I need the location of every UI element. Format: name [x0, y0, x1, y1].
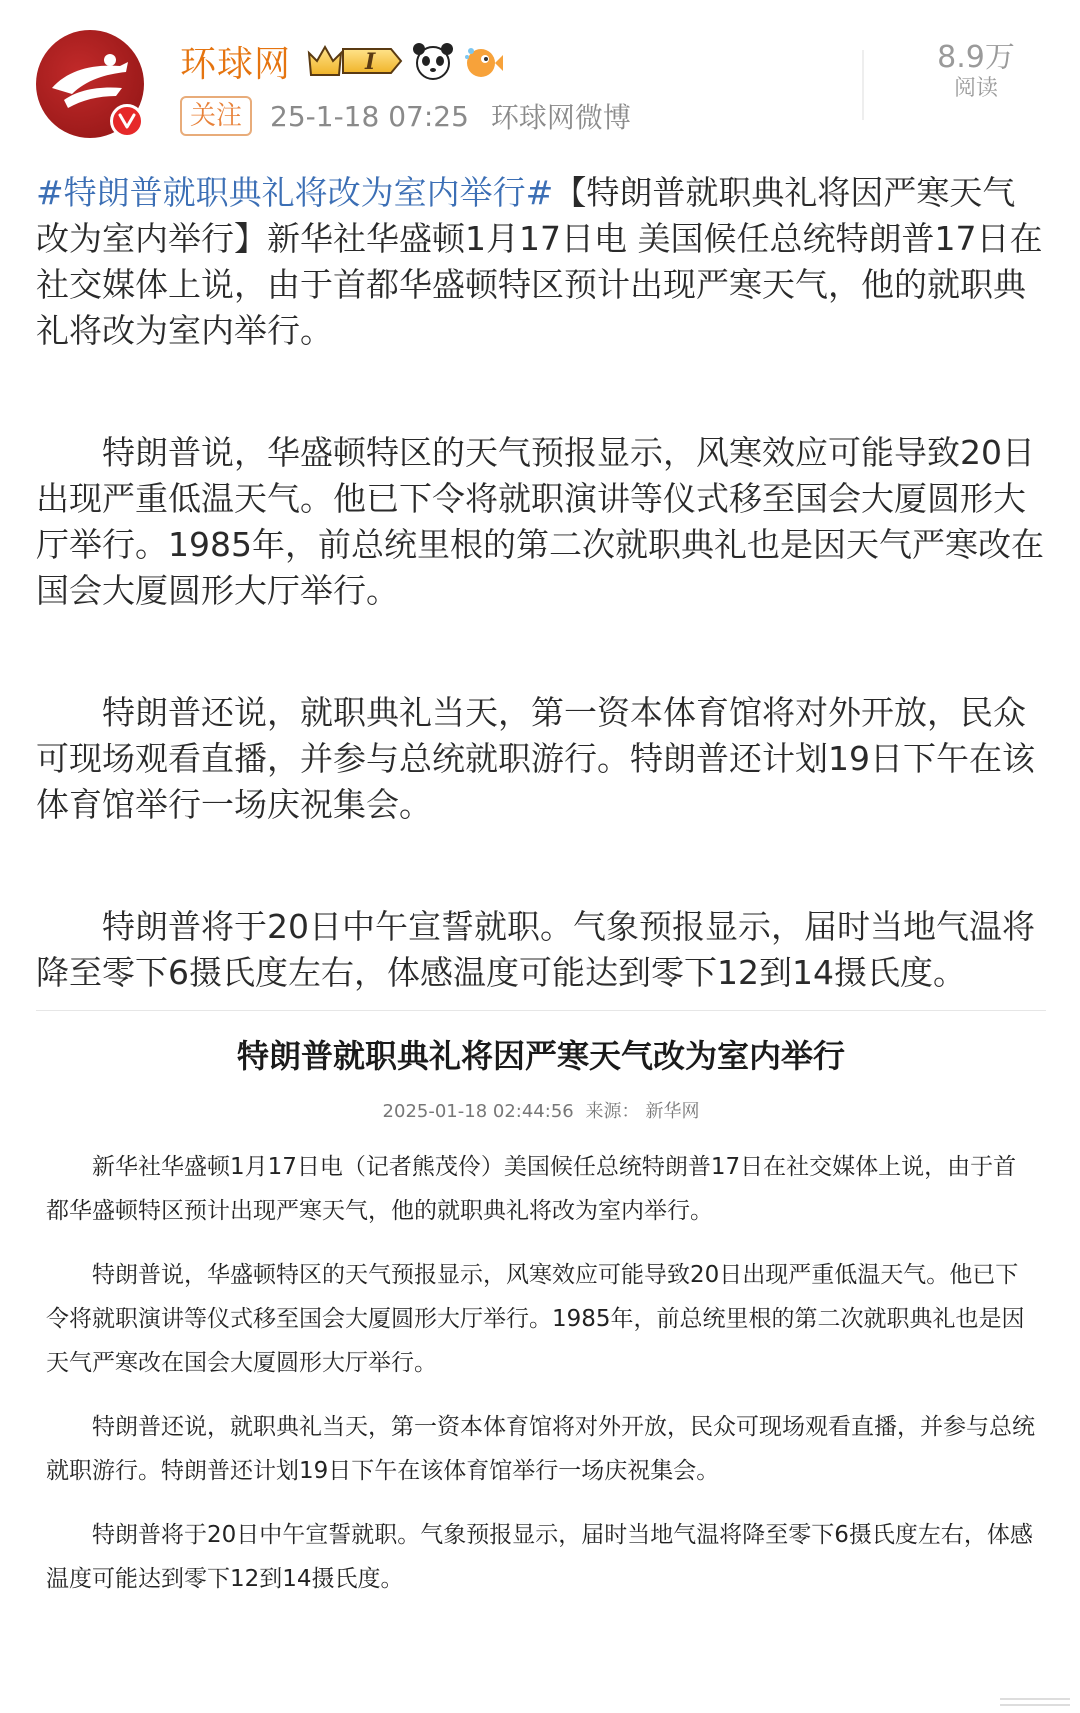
verified-badge-icon: [110, 104, 144, 138]
article-image[interactable]: [36, 1010, 1046, 1691]
panda-icon[interactable]: [411, 41, 455, 81]
crown-badge-icon[interactable]: [305, 41, 405, 81]
post-paragraph: 特朗普说，华盛顿特区的天气预报显示，风寒效应可能导致20日出现严重低温天气。他已下令将就职演讲等仪式移至国会大厦圆形大厅举行。1985年，前总统里根的第二次就职典礼也是因天气严寒改在国会大厦圆形大厅举行。: [36, 433, 1044, 610]
article-datetime: 2025-01-18 02:44:56: [382, 1101, 574, 1122]
crown-badge-level: I: [365, 49, 376, 75]
puffer-fish-icon[interactable]: [461, 41, 505, 81]
view-count-value: 8.9万: [937, 40, 1015, 75]
article-paragraph: 特朗普将于20日中午宣誓就职。气象预报显示，届时当地气温将降至零下6摄氏度左右，体感温度可能达到零下12到14摄氏度。: [46, 1522, 1033, 1592]
article-meta: [36, 1097, 1046, 1123]
post-paragraph-text: 【特朗普就职典礼将因严寒天气改为室内举行】新华社华盛顿1月17日电 美国候任总统特朗普17日在社交媒体上说，由于首都华盛顿特区预计出现严寒天气，他的就职典礼将改为室内举行。: [36, 173, 1043, 350]
view-count-label: 阅读: [953, 76, 998, 101]
article-paragraph: 新华社华盛顿1月17日电（记者熊茂伶）美国候任总统特朗普17日在社交媒体上说，由于首都华盛顿特区预计出现严寒天气，他的就职典礼将改为室内举行。: [46, 1154, 1017, 1224]
avatar[interactable]: [36, 30, 144, 138]
post-timestamp: 25-1-18 07:25: [270, 99, 469, 133]
article-title: 特朗普就职典礼将因严寒天气改为室内举行: [236, 1037, 845, 1075]
article-source-label: 来源：: [585, 1101, 640, 1122]
follow-button[interactable]: 关注: [180, 96, 252, 136]
name-row: [180, 36, 511, 86]
article-body: [46, 1145, 1036, 1621]
post-paragraph: [36, 170, 1046, 354]
post-paragraph: 特朗普将于20日中午宣誓就职。气象预报显示，届时当地气温将降至零下6摄氏度左右，体感温度可能达到零下12到14摄氏度。: [36, 907, 1035, 992]
view-count: [916, 40, 1036, 102]
image-more-icon[interactable]: [1000, 1696, 1070, 1708]
post-header: [36, 30, 1046, 150]
header-divider: [862, 50, 864, 120]
article-paragraph: 特朗普还说，就职典礼当天，第一资本体育馆将对外开放，民众可现场观看直播，并参与总统就职游行。特朗普还计划19日下午在该体育馆举行一场庆祝集会。: [46, 1414, 1035, 1484]
article-source-name: 新华网: [645, 1101, 700, 1122]
post-content: [36, 170, 1046, 1072]
article-paragraph: 特朗普说，华盛顿特区的天气预报显示，风寒效应可能导致20日出现严重低温天气。他已下令将就职演讲等仪式移至国会大厦圆形大厅举行。1985年，前总统里根的第二次就职典礼也是因天气严寒改在国会大厦圆形大厅举行。: [46, 1262, 1025, 1376]
username[interactable]: 环球网: [180, 43, 292, 85]
post-paragraph: 特朗普还说，就职典礼当天，第一资本体育馆将对外开放，民众可现场观看直播，并参与总统就职游行。特朗普还计划19日下午在该体育馆举行一场庆祝集会。: [36, 693, 1035, 824]
meta-row: [180, 94, 653, 138]
hashtag-link[interactable]: #特朗普就职典礼将改为室内举行#: [36, 173, 554, 212]
post-source[interactable]: 环球网微博: [490, 101, 631, 134]
